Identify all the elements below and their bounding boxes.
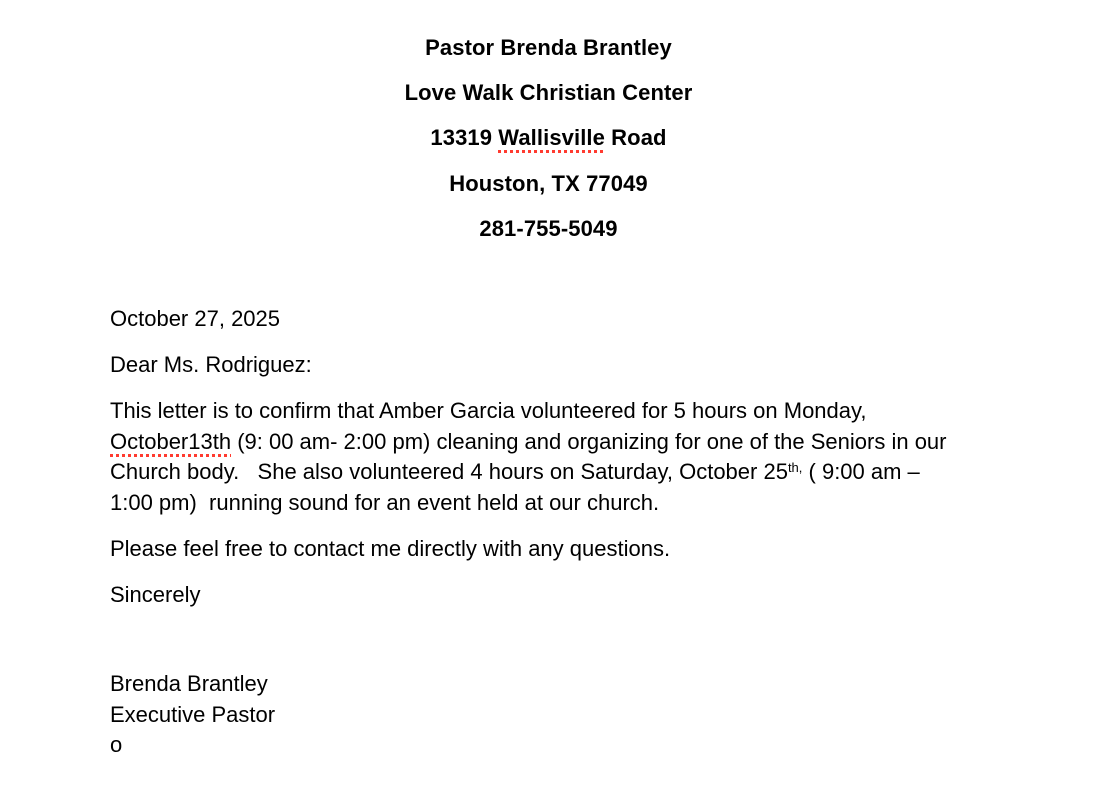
letter-date: October 27, 2025 <box>110 306 281 332</box>
letterhead <box>110 0 987 251</box>
body-line-1: This letter is to confirm that Amber Garcia volunteered for 5 hours on Monday, <box>110 398 867 424</box>
signature-stray-character: o <box>110 732 123 758</box>
street-number: 13319 <box>430 125 499 151</box>
letter-sign-off: Sincerely <box>110 581 201 607</box>
misspelled-word-wallisville: Wallisville <box>498 125 605 151</box>
body-line-4: 1:00 pm) running sound for an event held at our church. <box>110 489 660 515</box>
body-line-2 <box>110 427 987 458</box>
signature-title: Executive Pastor <box>110 701 276 727</box>
body-line-2-rest: (9: 00 am- 2:00 pm) cleaning and organizing for one of the Seniors in our <box>231 428 947 454</box>
letterhead-pastor-name: Pastor Brenda Brantley <box>425 35 672 60</box>
body-line-3-start: Church body. She also volunteered 4 hours on Saturday, October 25 <box>110 459 788 485</box>
body-line-3 <box>110 457 987 488</box>
signature-name: Brenda Brantley <box>110 671 268 697</box>
letterhead-organization: Love Walk Christian Center <box>404 80 693 106</box>
letter-closing-sentence: Please feel free to contact me directly with any questions. <box>110 535 671 561</box>
signature-block <box>110 669 987 761</box>
street-suffix: Road <box>604 125 667 151</box>
body-line-3-end: ( 9:00 am – <box>802 459 920 485</box>
ordinal-superscript: th, <box>787 460 803 476</box>
misspelled-word-october13th: October13th <box>110 428 232 454</box>
letter-body-paragraph <box>110 396 987 518</box>
letterhead-phone: 281-755-5049 <box>479 215 618 241</box>
letterhead-street-address <box>110 115 987 160</box>
letter-body <box>110 304 987 761</box>
letter-content <box>110 0 987 761</box>
letterhead-city-state-zip: Houston, TX 77049 <box>449 170 648 196</box>
letter-salutation: Dear Ms. Rodriguez: <box>110 352 312 378</box>
